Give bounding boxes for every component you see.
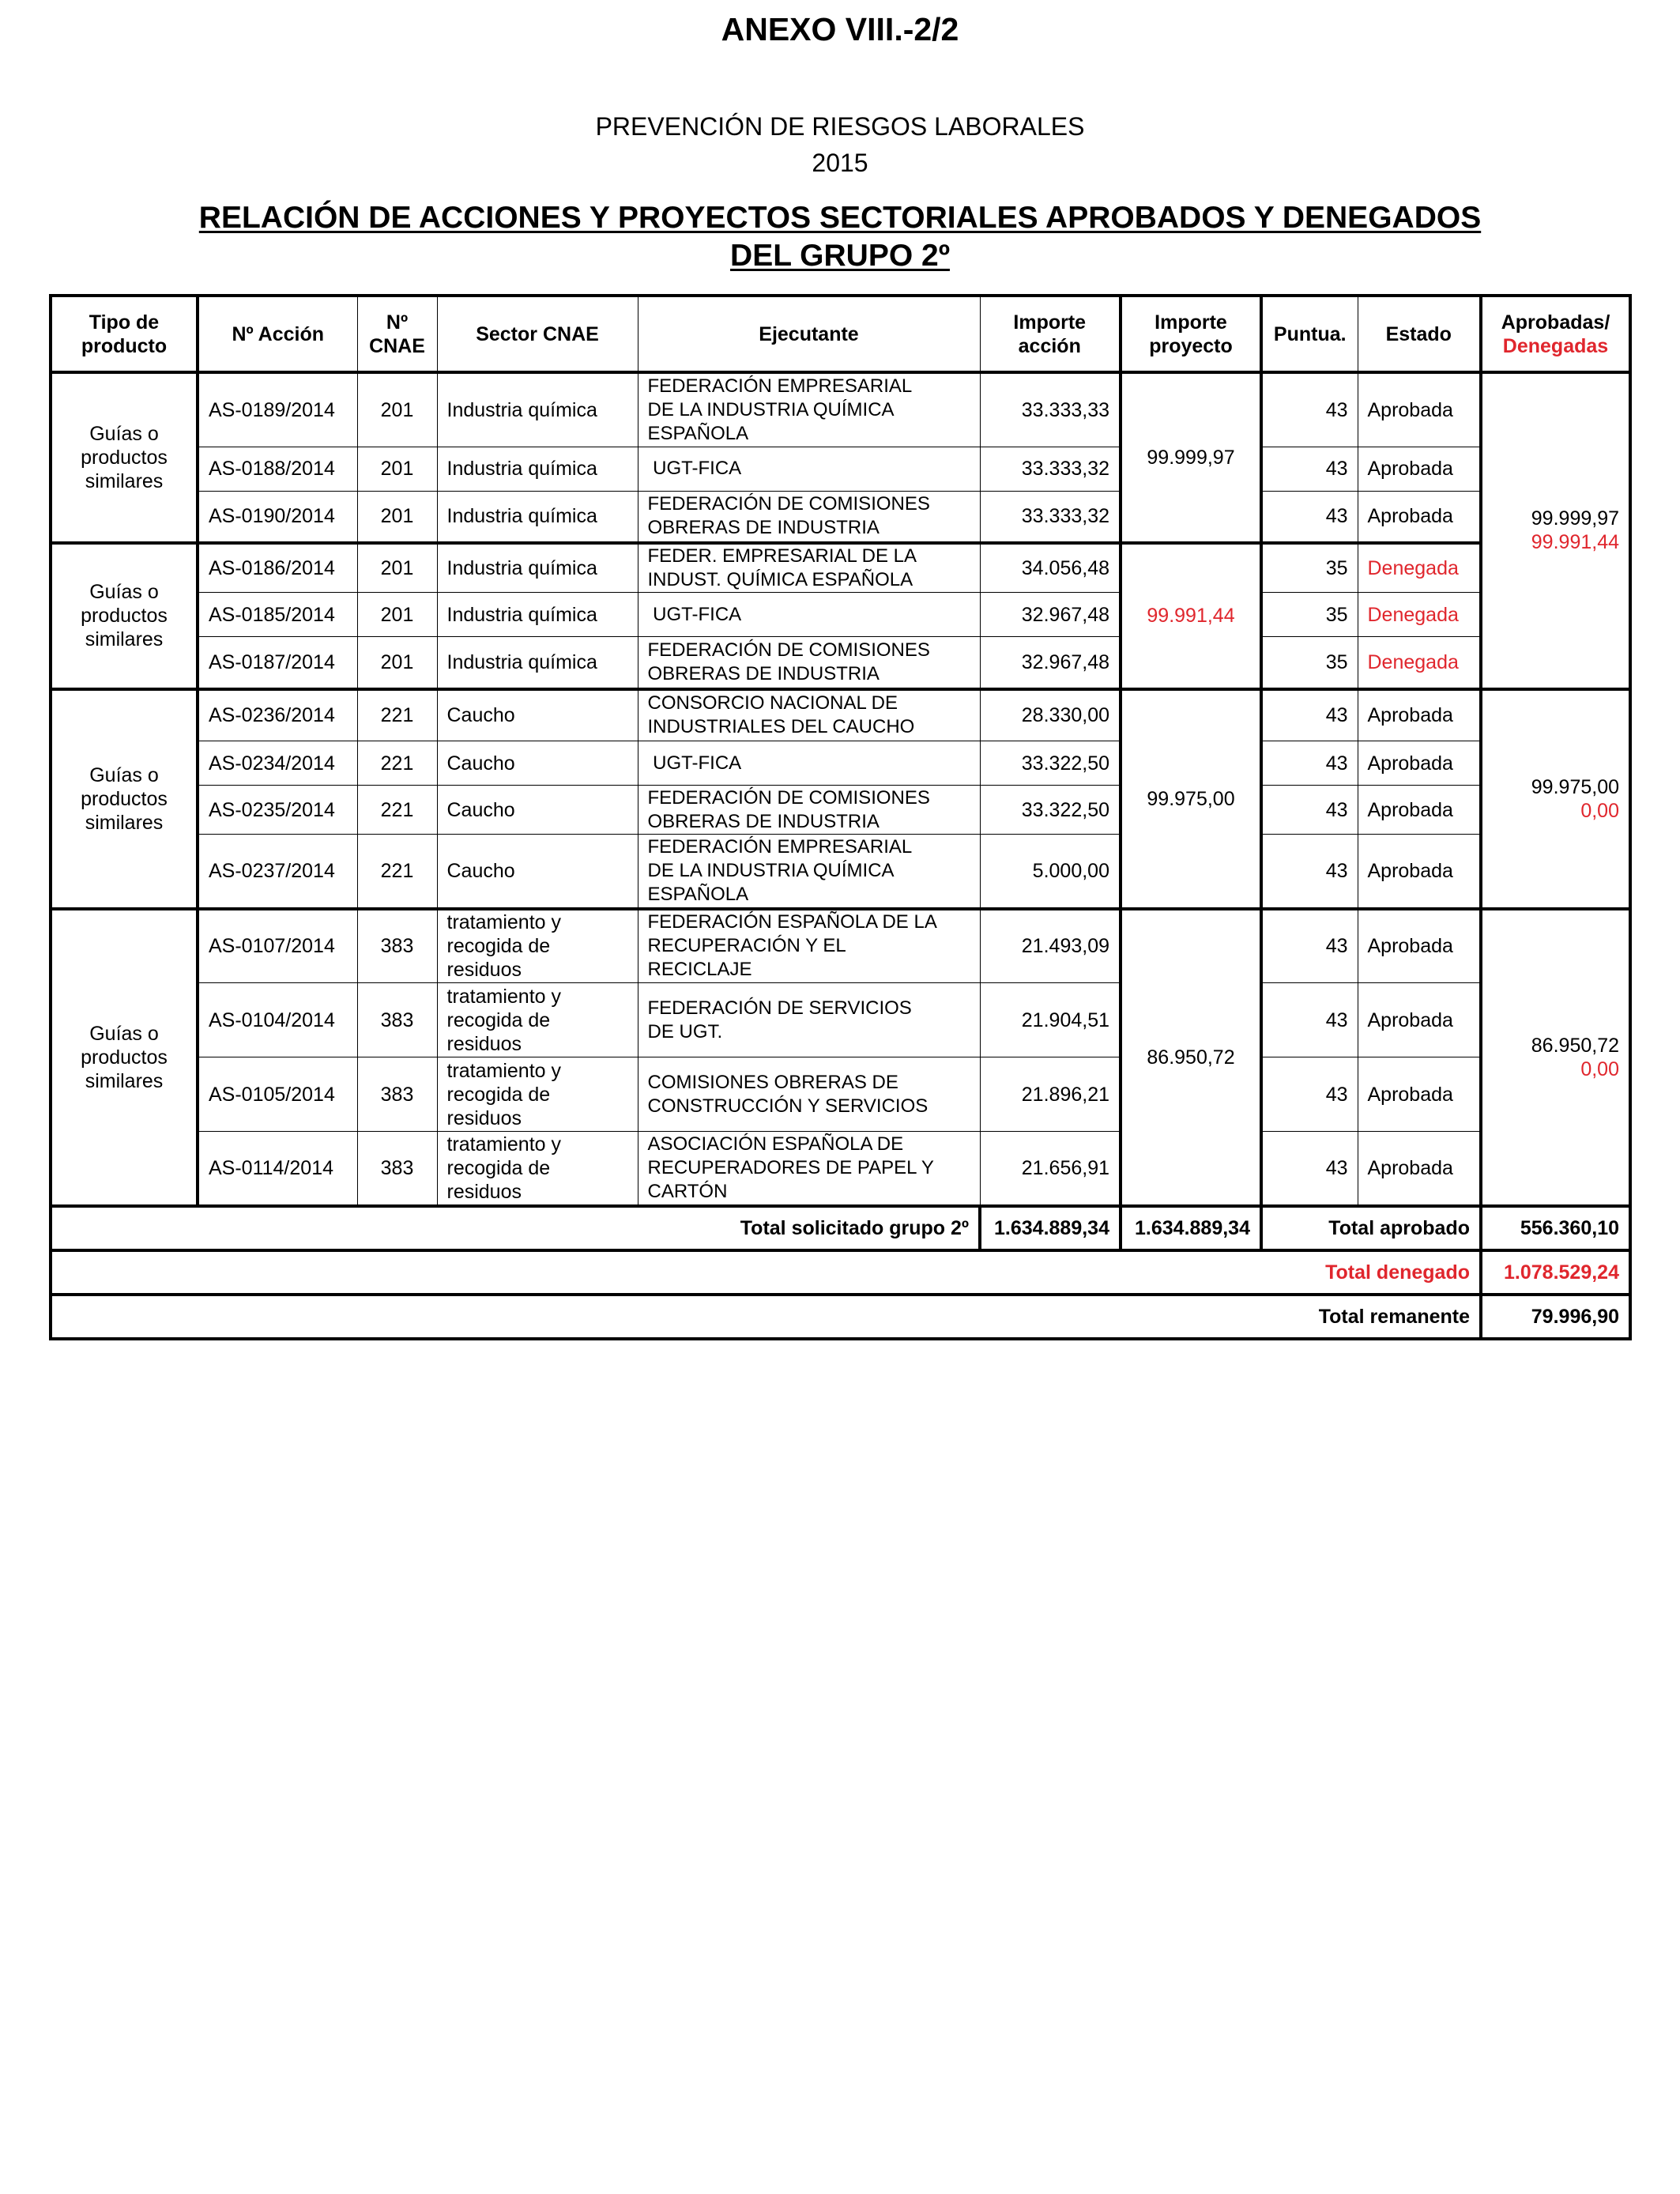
sector-line: recogida de: [446, 1156, 551, 1179]
estado-cell: Aprobada: [1358, 689, 1481, 741]
tipo-producto-cell: [51, 372, 198, 543]
sector-line: Caucho: [446, 752, 515, 775]
ejecutante-cell: [638, 1057, 980, 1132]
denegadas-value: 0,00: [1580, 799, 1619, 822]
importe-accion-cell: 21.493,09: [980, 909, 1121, 983]
table-row: [51, 689, 1630, 741]
tipo-producto-cell: [51, 689, 198, 909]
table-row: [51, 983, 1630, 1057]
total-remanente-value: 79.996,90: [1481, 1295, 1630, 1339]
aprobadas-denegadas-cell: [1481, 909, 1630, 1206]
ejecutante-line: CONSTRUCCIÓN Y SERVICIOS: [647, 1095, 929, 1117]
puntuacion-cell: 35: [1261, 593, 1358, 637]
aprobadas-denegadas-cell: [1481, 689, 1630, 909]
table-header-row: [51, 296, 1630, 372]
total-aprobado-label: Total aprobado: [1261, 1206, 1481, 1250]
cnae-cell: 201: [357, 593, 437, 637]
ejecutante-line: DE LA INDUSTRIA QUÍMICA: [647, 398, 895, 420]
accion-cell: AS-0186/2014: [198, 543, 357, 593]
ejecutante-cell: [638, 491, 980, 543]
puntuacion-cell: 35: [1261, 543, 1358, 593]
importe-accion-cell: 33.333,32: [980, 447, 1121, 491]
col-estado: Estado: [1358, 296, 1481, 372]
aprobadas-denegadas-cell: [1481, 372, 1630, 689]
cnae-cell: 221: [357, 689, 437, 741]
total-solicitado-accion: 1.634.889,34: [980, 1206, 1121, 1250]
total-solicitado-row: [51, 1206, 1630, 1250]
estado-cell: Aprobada: [1358, 983, 1481, 1057]
table-row: [51, 909, 1630, 983]
sector-cell: [437, 637, 638, 689]
accion-cell: AS-0114/2014: [198, 1132, 357, 1206]
puntuacion-cell: 43: [1261, 372, 1358, 447]
importe-accion-cell: 32.967,48: [980, 593, 1121, 637]
puntuacion-cell: 43: [1261, 741, 1358, 786]
total-denegado-label: Total denegado: [51, 1250, 1481, 1295]
sector-line: Caucho: [446, 704, 515, 727]
accion-cell: AS-0236/2014: [198, 689, 357, 741]
tipo-producto-line: productos: [81, 447, 168, 469]
ejecutante-cell: [638, 543, 980, 593]
estado-cell: Aprobada: [1358, 835, 1481, 909]
tipo-producto-line: similares: [85, 628, 164, 651]
cnae-cell: 383: [357, 1057, 437, 1132]
sector-line: Industria química: [446, 603, 597, 626]
importe-accion-cell: 33.322,50: [980, 741, 1121, 786]
aprobadas-value: 99.999,97: [1531, 507, 1619, 530]
sector-line: residuos: [446, 959, 522, 982]
col-importe-accion: Importe acción: [980, 296, 1121, 372]
estado-cell: Aprobada: [1358, 786, 1481, 835]
ejecutante-line: CONSORCIO NACIONAL DE: [647, 692, 898, 714]
sector-line: Industria química: [446, 458, 597, 480]
accion-cell: AS-0234/2014: [198, 741, 357, 786]
table-body: [51, 372, 1630, 1206]
puntuacion-cell: 43: [1261, 447, 1358, 491]
total-denegado-value: 1.078.529,24: [1481, 1250, 1630, 1295]
sector-cell: [437, 1057, 638, 1132]
sector-cell: [437, 741, 638, 786]
sector-line: Caucho: [446, 859, 515, 882]
col-num-cnae: Nº CNAE: [357, 296, 437, 372]
ejecutante-cell: [638, 689, 980, 741]
table-row: [51, 741, 1630, 786]
sector-line: tratamiento y: [446, 1059, 562, 1082]
ejecutante-cell: [638, 372, 980, 447]
ejecutante-line: OBRERAS DE INDUSTRIA: [647, 810, 880, 832]
puntuacion-cell: 43: [1261, 1057, 1358, 1132]
sector-line: tratamiento y: [446, 1133, 562, 1155]
importe-accion-cell: 21.896,21: [980, 1057, 1121, 1132]
cnae-cell: 201: [357, 372, 437, 447]
estado-cell: Denegada: [1358, 637, 1481, 689]
table-row: [51, 1057, 1630, 1132]
estado-cell: Denegada: [1358, 543, 1481, 593]
importe-accion-cell: 32.967,48: [980, 637, 1121, 689]
puntuacion-cell: 43: [1261, 491, 1358, 543]
sector-cell: [437, 786, 638, 835]
estado-cell: Aprobada: [1358, 491, 1481, 543]
total-solicitado-proyecto: 1.634.889,34: [1121, 1206, 1261, 1250]
table-totals: [51, 1206, 1630, 1339]
document-title-line-1: RELACIÓN DE ACCIONES Y PROYECTOS SECTORIALES APROBADOS Y DENEGADOS: [198, 201, 1482, 235]
total-aprobado-value: 556.360,10: [1481, 1206, 1630, 1250]
ejecutante-line: UGT-FICA: [647, 752, 742, 774]
sector-line: recogida de: [446, 1008, 551, 1031]
ejecutante-line: RECUPERACIÓN Y EL: [647, 935, 846, 957]
estado-cell: Aprobada: [1358, 1057, 1481, 1132]
document-subtitle: PREVENCIÓN DE RIESGOS LABORALES: [595, 112, 1085, 141]
ejecutante-cell: [638, 786, 980, 835]
tipo-producto-line: Guías o: [89, 1022, 159, 1045]
importe-accion-cell: 21.904,51: [980, 983, 1121, 1057]
tipo-producto-cell: [51, 909, 198, 1206]
cnae-cell: 221: [357, 786, 437, 835]
sector-line: tratamiento y: [446, 911, 562, 934]
ejecutante-line: FEDERACIÓN EMPRESARIAL: [647, 835, 913, 858]
sector-line: residuos: [446, 1106, 522, 1129]
ejecutante-line: COMISIONES OBRERAS DE: [647, 1071, 898, 1093]
table-row: [51, 491, 1630, 543]
estado-cell: Denegada: [1358, 593, 1481, 637]
tipo-producto-line: Guías o: [89, 423, 159, 445]
col-tipo-producto: Tipo de producto: [51, 296, 198, 372]
importe-proyecto-cell: 99.975,00: [1121, 689, 1261, 909]
ejecutante-line: OBRERAS DE INDUSTRIA: [647, 662, 880, 684]
puntuacion-cell: 43: [1261, 909, 1358, 983]
puntuacion-cell: 43: [1261, 1132, 1358, 1206]
ejecutante-cell: [638, 1132, 980, 1206]
total-denegado-row: [51, 1250, 1630, 1295]
sector-cell: [437, 543, 638, 593]
cnae-cell: 201: [357, 447, 437, 491]
importe-accion-cell: 33.333,33: [980, 372, 1121, 447]
estado-cell: Aprobada: [1358, 372, 1481, 447]
ejecutante-line: FEDERACIÓN EMPRESARIAL: [647, 375, 913, 397]
accion-cell: AS-0237/2014: [198, 835, 357, 909]
ejecutante-cell: [638, 593, 980, 637]
col-puntuacion: Puntua.: [1261, 296, 1358, 372]
cnae-cell: 201: [357, 637, 437, 689]
col-sector-cnae: Sector CNAE: [437, 296, 638, 372]
ejecutante-line: UGT-FICA: [647, 458, 742, 479]
cnae-cell: 201: [357, 543, 437, 593]
table-row: [51, 593, 1630, 637]
puntuacion-cell: 43: [1261, 689, 1358, 741]
cnae-cell: 221: [357, 741, 437, 786]
sector-cell: [437, 909, 638, 983]
tipo-producto-line: productos: [81, 1046, 168, 1069]
col-importe-proyecto: Importe proyecto: [1121, 296, 1261, 372]
importe-accion-cell: 33.333,32: [980, 491, 1121, 543]
sector-line: Industria química: [446, 650, 597, 673]
ejecutante-line: FEDER. EMPRESARIAL DE LA: [647, 545, 917, 567]
importe-accion-cell: 33.322,50: [980, 786, 1121, 835]
document-title-line-2: DEL GRUPO 2º: [730, 239, 950, 273]
sector-line: recogida de: [446, 1083, 551, 1106]
ejecutante-line: FEDERACIÓN DE COMISIONES: [647, 786, 930, 809]
accion-cell: AS-0190/2014: [198, 491, 357, 543]
estado-cell: Aprobada: [1358, 447, 1481, 491]
sector-line: residuos: [446, 1032, 522, 1055]
sector-cell: [437, 593, 638, 637]
ejecutante-line: FEDERACIÓN DE COMISIONES: [647, 493, 930, 515]
tipo-producto-line: similares: [85, 1069, 164, 1092]
table-row: [51, 786, 1630, 835]
sector-line: Industria química: [446, 557, 597, 579]
importe-accion-cell: 34.056,48: [980, 543, 1121, 593]
tipo-producto-line: productos: [81, 605, 168, 628]
table-row: [51, 372, 1630, 447]
ejecutante-cell: [638, 741, 980, 786]
cnae-cell: 201: [357, 491, 437, 543]
sector-cell: [437, 491, 638, 543]
accion-cell: AS-0104/2014: [198, 983, 357, 1057]
importe-proyecto-cell: 99.991,44: [1121, 543, 1261, 689]
ejecutante-line: FEDERACIÓN DE COMISIONES: [647, 639, 930, 661]
accion-cell: AS-0187/2014: [198, 637, 357, 689]
tipo-producto-line: similares: [85, 811, 164, 834]
table-row: [51, 1132, 1630, 1206]
estado-cell: Aprobada: [1358, 741, 1481, 786]
accion-cell: AS-0185/2014: [198, 593, 357, 637]
tipo-producto-cell: [51, 543, 198, 689]
puntuacion-cell: 35: [1261, 637, 1358, 689]
table-row: [51, 447, 1630, 491]
sector-line: Industria química: [446, 505, 597, 528]
accion-cell: AS-0235/2014: [198, 786, 357, 835]
sector-cell: [437, 447, 638, 491]
total-solicitado-label: Total solicitado grupo 2º: [51, 1206, 980, 1250]
tipo-producto-line: productos: [81, 787, 168, 810]
puntuacion-cell: 43: [1261, 786, 1358, 835]
puntuacion-cell: 43: [1261, 835, 1358, 909]
ejecutante-line: DE UGT.: [647, 1020, 723, 1042]
ejecutante-line: OBRERAS DE INDUSTRIA: [647, 517, 880, 539]
accion-cell: AS-0189/2014: [198, 372, 357, 447]
sector-line: Industria química: [446, 398, 597, 421]
tipo-producto-line: Guías o: [89, 763, 159, 786]
sector-line: recogida de: [446, 935, 551, 958]
sector-cell: [437, 1132, 638, 1206]
ejecutante-cell: [638, 637, 980, 689]
table-row: [51, 835, 1630, 909]
importe-proyecto-cell: 86.950,72: [1121, 909, 1261, 1206]
table-row: [51, 543, 1630, 593]
ejecutante-cell: [638, 835, 980, 909]
denegadas-value: 99.991,44: [1531, 531, 1619, 554]
col-aprobadas-denegadas: Aprobadas/ Denegadas: [1481, 296, 1630, 372]
cnae-cell: 383: [357, 909, 437, 983]
ejecutante-line: INDUST. QUÍMICA ESPAÑOLA: [647, 569, 913, 590]
table-row: [51, 637, 1630, 689]
annex-label: ANEXO VIII.-2/2: [721, 11, 959, 47]
puntuacion-cell: 43: [1261, 983, 1358, 1057]
accion-cell: AS-0188/2014: [198, 447, 357, 491]
sector-cell: [437, 689, 638, 741]
accion-cell: AS-0107/2014: [198, 909, 357, 983]
importe-proyecto-cell: 99.999,97: [1121, 372, 1261, 543]
ejecutante-line: RECUPERADORES DE PAPEL Y: [647, 1156, 934, 1178]
ejecutante-line: UGT-FICA: [647, 603, 742, 625]
cnae-cell: 383: [357, 1132, 437, 1206]
document-year: 2015: [812, 149, 868, 177]
estado-cell: Aprobada: [1358, 909, 1481, 983]
ejecutante-line: ESPAÑOLA: [647, 883, 749, 905]
tipo-producto-line: similares: [85, 470, 164, 492]
ejecutante-line: CARTÓN: [647, 1180, 728, 1202]
ejecutante-line: RECICLAJE: [647, 959, 752, 981]
ejecutante-cell: [638, 909, 980, 983]
ejecutante-cell: [638, 447, 980, 491]
cnae-cell: 383: [357, 983, 437, 1057]
ejecutante-line: ESPAÑOLA: [647, 422, 749, 444]
cnae-cell: 221: [357, 835, 437, 909]
sector-line: residuos: [446, 1180, 522, 1203]
aprobadas-value: 99.975,00: [1531, 775, 1619, 798]
sector-line: Caucho: [446, 798, 515, 821]
ejecutante-line: DE LA INDUSTRIA QUÍMICA: [647, 859, 895, 881]
sector-cell: [437, 835, 638, 909]
actions-table: [49, 294, 1632, 1340]
importe-accion-cell: 28.330,00: [980, 689, 1121, 741]
ejecutante-line: FEDERACIÓN ESPAÑOLA DE LA: [647, 911, 937, 933]
importe-accion-cell: 21.656,91: [980, 1132, 1121, 1206]
sector-cell: [437, 372, 638, 447]
sector-line: tratamiento y: [446, 985, 562, 1008]
accion-cell: AS-0105/2014: [198, 1057, 357, 1132]
ejecutante-line: ASOCIACIÓN ESPAÑOLA DE: [647, 1133, 904, 1155]
total-remanente-row: [51, 1295, 1630, 1339]
col-num-accion: Nº Acción: [198, 296, 357, 372]
ejecutante-cell: [638, 983, 980, 1057]
denegadas-value: 0,00: [1580, 1057, 1619, 1080]
tipo-producto-line: Guías o: [89, 581, 159, 604]
col-ejecutante: Ejecutante: [638, 296, 980, 372]
aprobadas-value: 86.950,72: [1531, 1034, 1619, 1057]
estado-cell: Aprobada: [1358, 1132, 1481, 1206]
importe-accion-cell: 5.000,00: [980, 835, 1121, 909]
ejecutante-line: FEDERACIÓN DE SERVICIOS: [647, 997, 912, 1019]
sector-cell: [437, 983, 638, 1057]
ejecutante-line: INDUSTRIALES DEL CAUCHO: [647, 716, 915, 738]
total-remanente-label: Total remanente: [51, 1295, 1481, 1339]
